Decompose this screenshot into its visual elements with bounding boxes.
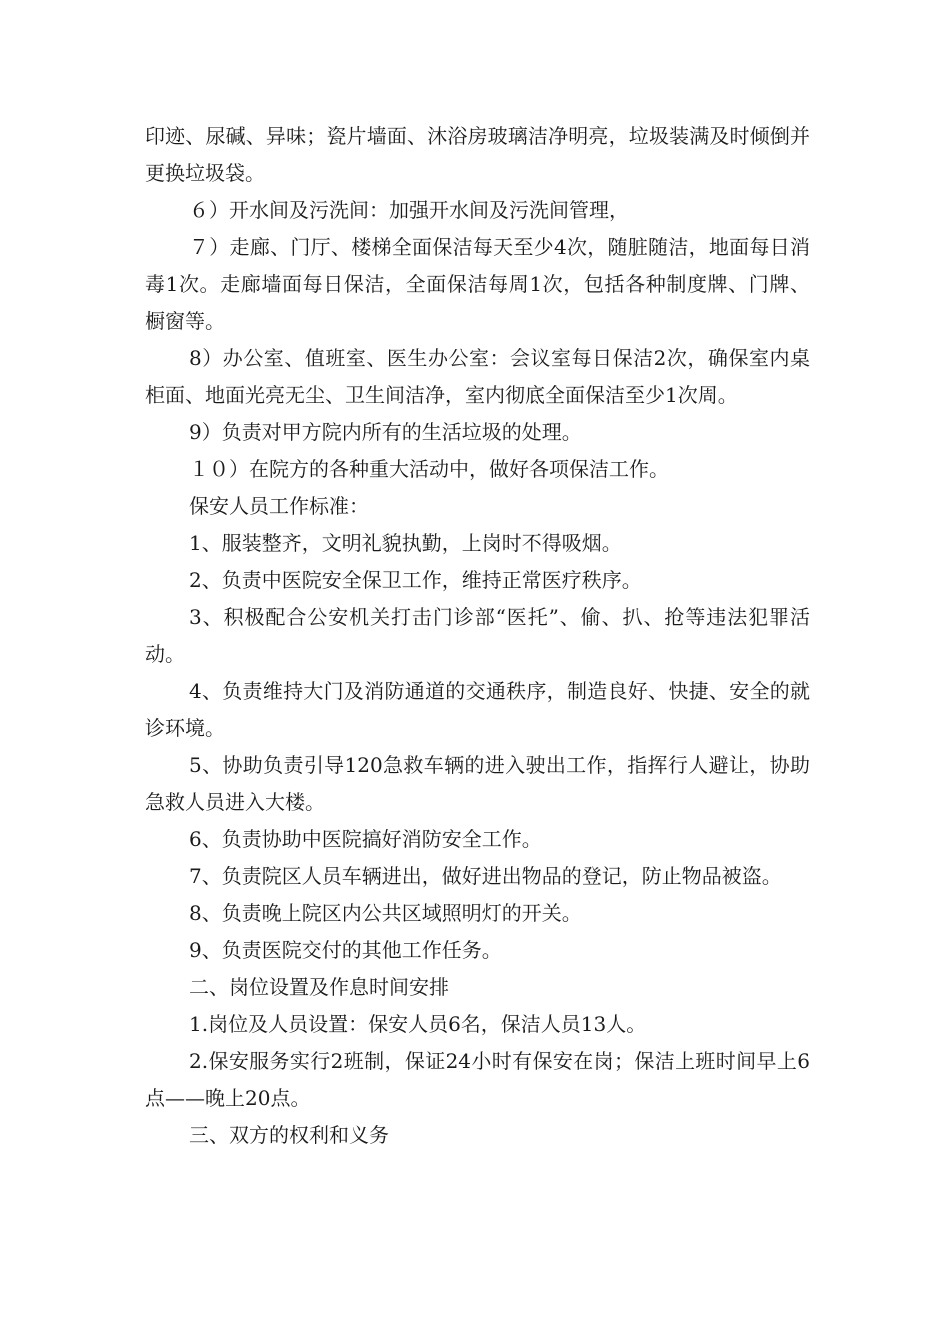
security-item-6: 6、负责协助中医院搞好消防安全工作。 — [189, 827, 542, 851]
security-item-9: 9、负责医院交付的其他工作任务。 — [189, 938, 502, 962]
security-item-7: 7、负责院区人员车辆进出，做好进出物品的登记，防止物品被盗。 — [189, 864, 782, 888]
paragraph-cleaning-continued: 印迹、尿碱、异味；瓷片墙面、沐浴房玻璃洁净明亮，垃圾装满及时倾倒并更换垃圾袋。 — [145, 124, 810, 185]
section-heading-positions-schedule: 二、岗位设置及作息时间安排 — [189, 975, 449, 999]
paragraph-item-8: 8）办公室、值班室、医生办公室：会议室每日保洁2次，确保室内桌柜面、地面光亮无尘、卫生间洁净，室内彻底全面保洁至少1次周。 — [145, 346, 810, 407]
security-item-4: 4、负责维持大门及消防通道的交通秩序，制造良好、快捷、安全的就诊环境。 — [145, 679, 810, 740]
paragraph-item-9: 9）负责对甲方院内所有的生活垃圾的处理。 — [189, 420, 582, 444]
security-item-5: 5、协助负责引导120急救车辆的进入驶出工作，指挥行人避让，协助急救人员进入大楼。 — [145, 753, 810, 814]
positions-item-2: 2.保安服务实行2班制，保证24小时有保安在岗；保洁上班时间早上6点——晚上20点。 — [145, 1049, 810, 1110]
security-item-8: 8、负责晚上院区内公共区域照明灯的开关。 — [189, 901, 582, 925]
document-body — [145, 118, 810, 1154]
security-item-1: 1、服装整齐，文明礼貌执勤，上岗时不得吸烟。 — [189, 531, 622, 555]
section-heading-security-standards: 保安人员工作标准： — [189, 494, 369, 518]
section-heading-rights-obligations: 三、双方的权利和义务 — [189, 1123, 389, 1147]
security-item-2: 2、负责中医院安全保卫工作，维持正常医疗秩序。 — [189, 568, 642, 592]
paragraph-item-7: ７）走廊、门厅、楼梯全面保洁每天至少4次，随脏随洁，地面每日消毒1次。走廊墙面每日保洁，全面保洁每周1次，包括各种制度牌、门牌、橱窗等。 — [145, 235, 810, 333]
positions-item-1: 1.岗位及人员设置：保安人员6名，保洁人员13人。 — [189, 1012, 647, 1036]
paragraph-item-10: １０）在院方的各种重大活动中，做好各项保洁工作。 — [189, 457, 669, 481]
paragraph-item-6: ６）开水间及污洗间：加强开水间及污洗间管理， — [189, 198, 629, 222]
security-item-3: 3、积极配合公安机关打击门诊部“医托”、偷、扒、抢等违法犯罪活动。 — [145, 605, 810, 666]
